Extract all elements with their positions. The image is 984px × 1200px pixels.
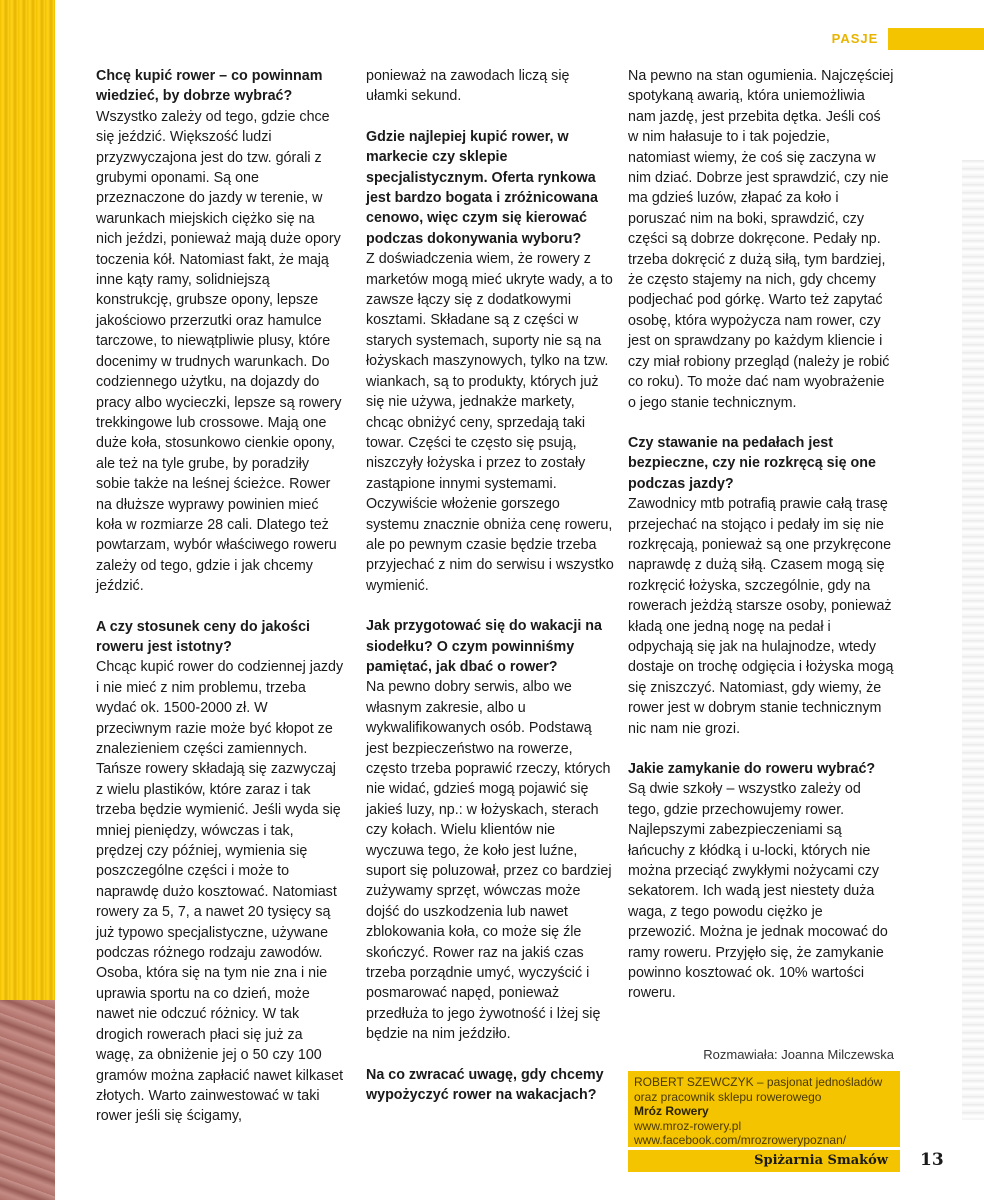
answer-continued: Na pewno na stan ogumienia. Najczęściej spotykaną awarią, która uniemożliwia nam jazdę, jest przebita dętka. Jeśli coś w nim hałasuje to i tak pojedzie, natomiast wiemy, że coś się zaczyna w nim dziać. Dobrze jest sprawdzić, czy nie ma gdzieś luzów, złapać za koło i poruszać nim na boki, sprawdzić, czy części są dobrze dokręcone. Pedały np. trzeba dokręcić z dużą siłą, tym bardziej, że często stajemy na nich, gdy chcemy podjechać pod górkę. Warto też zapytać osobę, która wypożycza nam rower, czy jest on sprawdzany po każdym kliencie i czy miał robiony przegląd (należy je robić co roku). To może dać nam wyobrażenie o jego stanie technicznym. [628, 68, 894, 411]
bio-line: ROBERT SZEWCZYK – pasjonat jednośladów [634, 1075, 883, 1089]
page-number: 13 [920, 1150, 944, 1170]
answer: Zawodnicy mtb potrafią prawie całą trasę przejechać na stojąco i pedały im się nie rozkręcają, ponieważ są one przykręcone naprawdę z dużą siłą. Czasem mogą się rozkręcić łożyska, szczególnie, gdy na rowerach jeżdżą starsze osoby, ponieważ kładą one jedną nogę na pedał i odpychają się jak na hulajnodze, wtedy dostaje on trochę odgięcia i łożyska mogą się zniszczyć. Natomiast, gdy wiemy, że rower jest w dobrym stanie technicznym nic nam nie grozi. [628, 496, 894, 737]
answer: Chcąc kupić rower do codziennej jazdy i nie mieć z nim problemu, trzeba wydać ok. 1500-2000 zł. W przeciwnym razie może być kłopot ze znalezieniem części zamiennych. Tańsze rowery składają się zazwyczaj z wielu plastików, które zaraz i tak trzeba będzie wymienić. Jeśli wyda się mniej pieniędzy, wówczas i tak, prędzej czy później, wymienia się poszczególne części i może to naprawdę dużo kosztować. Natomiast rowery za 5, 7, a nawet 20 tysięcy są już typowo specjalistyczne, używane podczas różnego rodzaju zawodów. Osoba, która się na tym nie zna i nie uprawia sportu na co dzień, może nawet nie odczuć różnicy. W tak drogich rowerach płaci się już za wagę, za obniżenie jej o 50 czy 100 gramów można zapłacić nawet kilkaset złotych. Warto zainwestować w taki rower jeśli się ścigamy, [96, 659, 344, 1125]
question: Na co zwracać uwagę, gdy chcemy wypożyczyć rower na wakacjach? [366, 1066, 604, 1104]
bio-brand: Mróz Rowery [634, 1104, 709, 1118]
bio-url-link[interactable]: www.mroz-rowery.pl [634, 1118, 742, 1133]
question: Chcę kupić rower – co powinnam wiedzieć, by dobrze wybrać? [96, 68, 323, 105]
column-3 [628, 66, 894, 1024]
answer-continued: ponieważ na zawodach liczą się ułamki sekund. [366, 68, 570, 105]
answer: Są dwie szkoły – wszystko zależy od tego, gdzie przechowujemy rower. Najlepszymi zabezpieczeniami są łańcuchy z kłódką i u-locki, których nie można przeciąć zwykłymi nożycami czy sekatorem. Ich wadą jest niestety duża waga, z tego powodu ciężko je przewozić. Można je jednak mocować do ramy roweru. Przyjęło się, że zamykanie powinno kosztować ok. 10% wartości roweru. [628, 781, 888, 1002]
section-tag: PASJE [831, 31, 879, 46]
bio-facebook-link[interactable]: www.facebook.com/mrozrowerypoznan/ [634, 1133, 847, 1147]
question: Jakie zamykanie do roweru wybrać? [628, 761, 876, 777]
column-2 [366, 66, 614, 1106]
question: Gdzie najlepiej kupić rower, w markecie czy sklepie specjalistycznym. Oferta rynkowa jest bardzo bogata i zróżnicowana cenowo, więc czym się kierować podczas dokonywania wyboru? [366, 128, 598, 247]
answer: Z doświadczenia wiem, że rowery z marketów mogą mieć ukryte wady, a to zawsze łączy się z dodatkowymi kosztami. Składane są z części w starych systemach, suporty nie są na łożyskach maszynowych, tylko na tzw. wiankach, są to produkty, których już się nie używa, jednakże markety, chcąc obniżyć ceny, sprzedają taki towar. Części te często się psują, niszczyły łożyska i przez to zostały zastąpione innymi systemami. Oczywiście włożenie gorszego systemu znacznie obniża cenę roweru, ale po pewnym czasie będzie trzeba przyjechać z nim do serwisu i wszystko wymienić. [366, 251, 614, 594]
interviewer-credit: Rozmawiała: Joanna Milczewska [703, 1047, 894, 1062]
answer: Na pewno dobry serwis, albo we własnym zakresie, albo u wykwalifikowanych osób. Podstawą jest bezpieczeństwo na rowerze, często trzeba poprawić rzeczy, których nie widać, gdzieś mogą pojawić się jakieś luzy, np.: w łożyskach, sterach czy kołach. Wielu klientów nie wyczuwa tego, że koło jest luźne, suport się poluzował, przez co bardziej zużywamy sprzęt, wówczas może dojść do uszkodzenia lub nawet zblokowania koła, co może się źle skończyć. Rower raz na jakiś czas trzeba porządnie umyć, wyczyścić i posmarować napęd, ponieważ przedłuża to jego żywotność i lżej się będzie na nim jeździło. [366, 679, 612, 1043]
section-bar [888, 28, 984, 50]
bio-line: oraz pracownik sklepu rowerowego [634, 1089, 822, 1104]
question: A czy stosunek ceny do jakości roweru jest istotny? [96, 618, 311, 655]
question: Jak przygotować się do wakacji na siodełku? O czym powinniśmy pamiętać, jak dbać o rower? [366, 618, 602, 675]
column-1 [96, 66, 344, 1147]
bio-box [628, 1071, 900, 1147]
right-photo-strip [962, 160, 984, 1120]
answer: Wszystko zależy od tego, gdzie chce się jeździć. Większość ludzi przyzwyczajona jest do tzw. górali z grubymi oponami. Są one przeznaczone do jazdy w terenie, w warunkach miejskich ciężko się na nich jeździ, ponieważ mają duże opory toczenia kół. Natomiast fakt, że mają inne kąty ramy, solidniejszą konstrukcję, grubsze opony, lepsze jakościowo przerzutki oraz hamulce tarczowe, to niewątpliwie plusy, które docenimy w trudnych warunkach. Do codziennego użytku, na dojazdy do pracy albo wycieczki, lepsze są rowery trekkingowe lub crossowe. Mają one duże koła, stosunkowo cienkie opony, ale też na tyle grube, by poradziły sobie także na leśnej ścieżce. Rower na dłuższe wyprawy powinien mieć koła w rozmiarze 28 cali. Dlatego też powtarzam, wybór właściwego roweru zależy od tego, gdzie i jak chcemy jeździć. [96, 108, 342, 595]
question: Czy stawanie na pedałach jest bezpieczne, czy nie rozkręcą się one podczas jazdy? [628, 434, 876, 492]
footer-brand: Spiżarnia Smaków [628, 1150, 900, 1172]
pavement-photo-strip [0, 1000, 55, 1200]
